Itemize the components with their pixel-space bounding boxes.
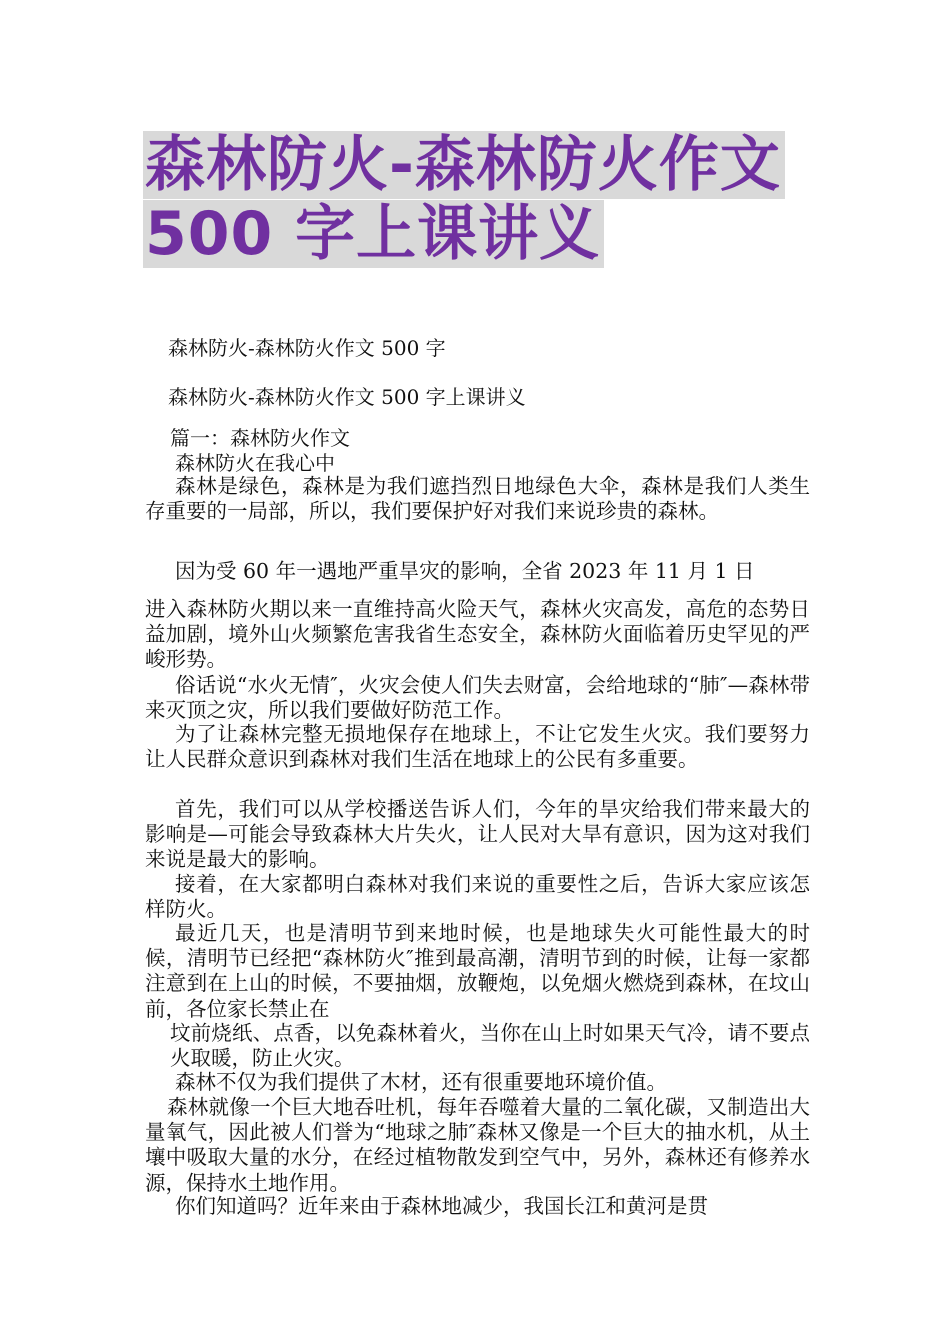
paragraph: 为了让森林完整无损地保存在地球上，不让它发生火灾。我们要努力让人民群众意识到森林对我们生活在地球上的公民有多重要。 [145,722,810,772]
paragraph: 森林不仅为我们提供了木材，还有很重要地环境价值。 [175,1070,667,1094]
document-title-line-2: 500 字上课讲义 [143,200,604,268]
paragraph: 俗话说“水火无情″，火灾会使人们失去财富，会给地球的“肺″—森林带来灭顶之灾，所以我们要做好防范工作。 [145,673,810,723]
paragraph: 最近几天，也是清明节到来地时候，也是地球失火可能性最大的时候，清明节已经把“森林防火″推到最高潮，清明节到的时候，让每一家都注意到在上山的时候，不要抽烟，放鞭炮，以免烟火燃烧到森林，在坟山前，各位家长禁止在 [145,921,810,1021]
paragraph: 森林就像一个巨大地吞吐机，每年吞噬着大量的二氧化碳，又制造出大量氧气，因此被人们誉为“地球之肺″森林又像是一个巨大的抽水机，从土壤中吸取大量的水分，在经过植物散发到空气中，另外，森林还有修养水源，保持水土地作用。 [145,1095,810,1195]
paragraph: 首先，我们可以从学校播送告诉人们，今年的旱灾给我们带来最大的影响是—可能会导致森林大片失火，让人民对大旱有意识，因为这对我们来说是最大的影响。 [145,797,810,872]
subtitle-1: 森林防火-森林防火作文 500 字 [168,336,446,360]
paragraph: 你们知道吗？近年来由于森林地减少，我国长江和黄河是贯 [175,1194,708,1218]
paragraph: 接着，在大家都明白森林对我们来说的重要性之后，告诉大家应该怎样防火。 [145,872,810,922]
chapter-heading: 篇一：森林防火作文 [170,426,350,450]
paragraph: 因为受 60 年一遇地严重旱灾的影响，全省 2023 年 11 月 1 日 [175,559,755,583]
essay-title: 森林防火在我心中 [175,451,335,475]
paragraph: 坟前烧纸、点香，以免森林着火，当你在山上时如果天气冷，请不要点火取暖，防止火灾。 [170,1021,810,1071]
document-title-line-1: 森林防火-森林防火作文 [143,131,785,199]
paragraph: 森林是绿色，森林是为我们遮挡烈日地绿色大伞，森林是我们人类生存重要的一局部，所以，我们要保护好对我们来说珍贵的森林。 [145,474,810,524]
paragraph: 进入森林防火期以来一直维持高火险天气，森林火灾高发，高危的态势日益加剧，境外山火频繁危害我省生态安全，森林防火面临着历史罕见的严峻形势。 [145,597,810,672]
subtitle-2: 森林防火-森林防火作文 500 字上课讲义 [168,385,526,409]
